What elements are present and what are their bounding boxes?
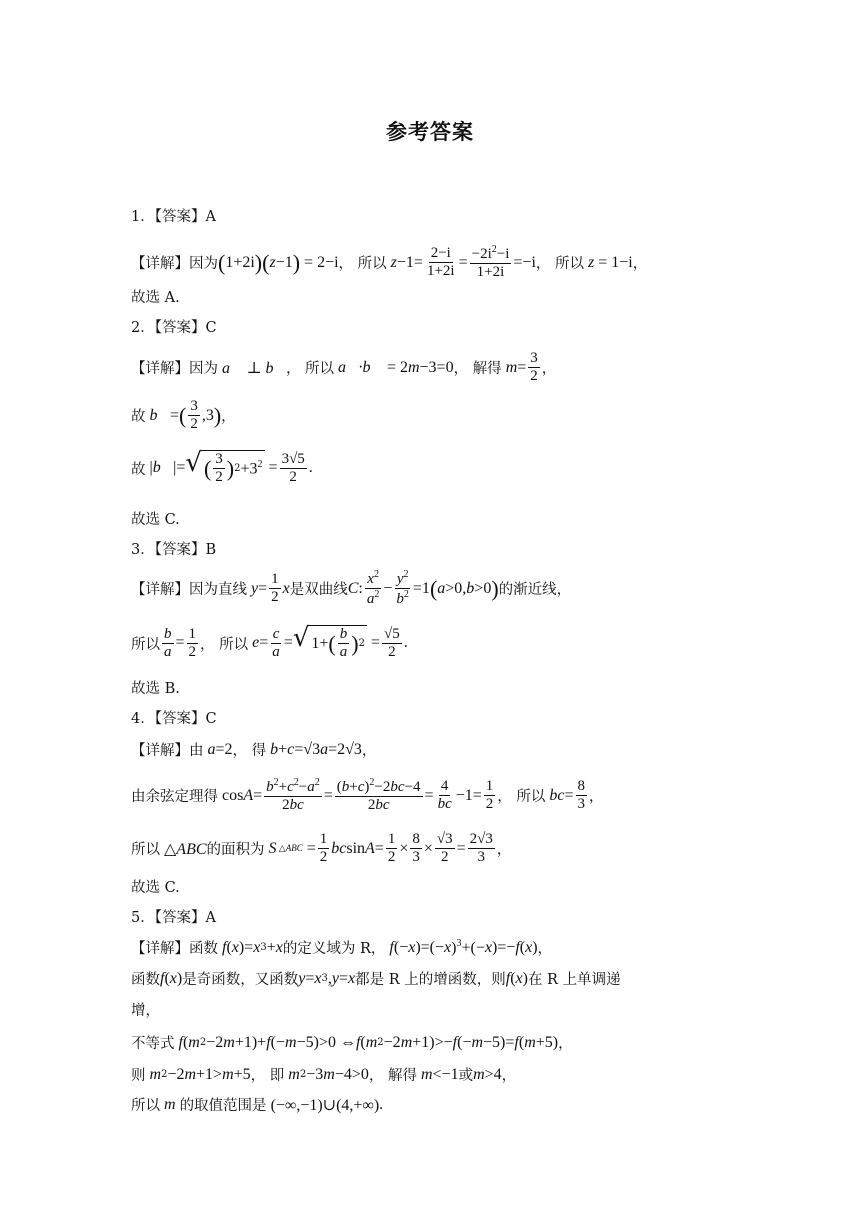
q4-detail: 【详解】由 a =2 ， 得 b + c =√3 a =2√3 ， — [131, 740, 377, 759]
q4-line2: 由余弦定理得 cos A = $\frac{b^2+c^2-a^2}{2bc}$ = $\frac{(b+c)^2-2bc-4}{2bc}$ = $\frac{4}{bc}$ −1= $\frac{1}{2}$ ， 所以 bc = $\frac{8}{3}$ ， — [131, 777, 604, 814]
q1-end: 故选 A. — [131, 290, 180, 306]
q2-line3: 故 b⃗ = ( $\frac{3}{2}$ ,3 ) ， — [131, 398, 236, 433]
q1-detail: 【详解】因为 ( 1+2i )( z −1 ) = 2−i ， 所以 z −1= $\frac{2-i}{1+2i}$ = $\frac{-2i^2-i}{1+2i}$ =−i ， 所以 z = 1−i ， — [131, 244, 648, 281]
q3-line2: 所以 $\frac{b}{a}$ = $\frac{1}{2}$ ， 所以 e = $\frac{c}{a}$ = √ 1+ ( $\frac{b}{a}$ ) 2 = $\frac{√5}{2}$ . — [131, 623, 408, 661]
q5-line4: 不等式 f ( m 2 −2 m +1)+ f (− m −5)>0 ⇔ f ( m 2 −2 m +1)>− f (− m −5)= f ( m +5) ， — [131, 1033, 573, 1052]
q5-detail: 【详解】函数 f ( x )= x 3 + x 的定义域为 R， f (− x )=(− x )$^3$+(− x )=− f ( x ) ， — [131, 937, 553, 957]
q5-line5: 则 m 2 −2 m +1> m +5 ， 即 m 2 −3 m −4>0 ， 解得 m <−1 或 m >4 ， — [131, 1065, 517, 1084]
q3-answer: 3．【答案】B — [131, 542, 217, 558]
q4-end: 故选 C. — [131, 880, 180, 896]
q5-answer: 5．【答案】A — [131, 910, 216, 926]
q5-line3: 增， — [131, 1003, 160, 1019]
page-title: 参考答案 — [386, 120, 474, 144]
q5-line6: 所以 m 的取值范围是 (−∞,−1)∪(4,+∞) . — [131, 1095, 384, 1114]
q2-answer: 2．【答案】C — [131, 320, 217, 336]
q2-end: 故选 C. — [131, 512, 180, 528]
q4-answer: 4．【答案】C — [131, 711, 217, 727]
q4-line3: 所以 △ABC 的面积为 S △ABC = $\frac{1}{2}$ bc sin A = $\frac{1}{2}$ × $\frac{8}{3}$ × $\frac{√3}{2}$ = $\frac{2√3}{3}$ ， — [131, 831, 512, 866]
q5-line2: 函数 f ( x ) 是奇函数，又函数 y = x 3 , y = x 都是 R 上的增函数，则 f ( x ) 在 R 上单调递 — [131, 969, 621, 988]
q3-detail: 【详解】因为直线 y = $\frac{1}{2}$ x 是双曲线 C : $\frac{x^2}{a^2}$ − $\frac{y^2}{b^2}$ =1 ( a >0, b >0 ) 的渐近线， — [131, 569, 572, 608]
q1-answer: 1．【答案】A — [131, 209, 216, 225]
q3-end: 故选 B. — [131, 681, 180, 697]
q2-detail: 【详解】因为 a⃗ ⊥ b⃗ ， 所以 a⃗·b⃗ = 2 m −3=0 ， 解得 m = $\frac{3}{2}$ ， — [131, 350, 557, 385]
q2-line4: 故 | b⃗ |= √ ( $\frac{3}{2}$ ) 2 $+3^2$ = $\frac{3√5}{2}$ . — [131, 448, 313, 486]
